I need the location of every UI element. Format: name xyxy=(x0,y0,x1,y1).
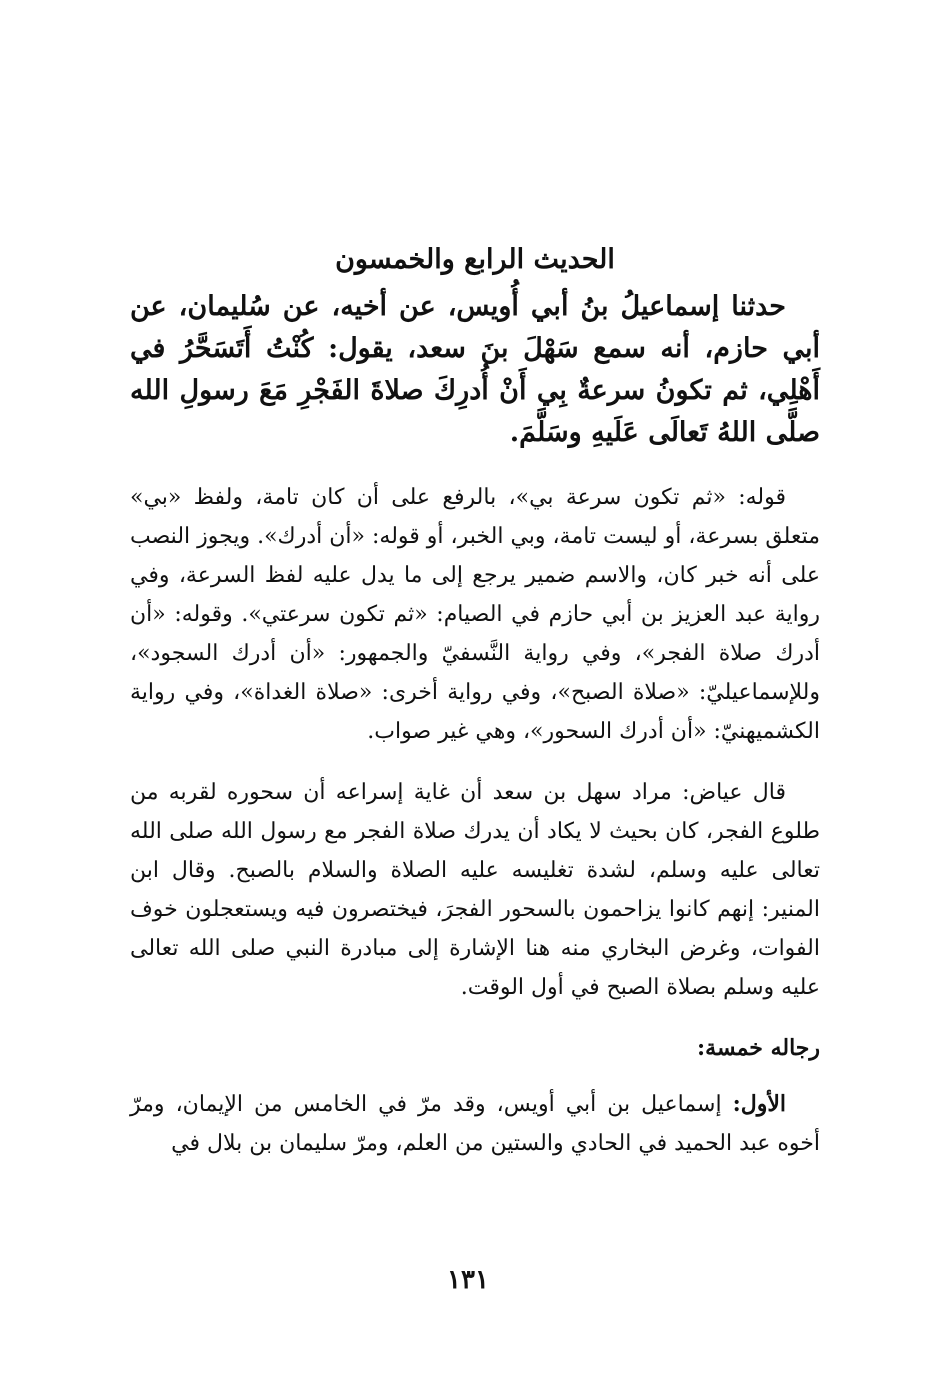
commentary-paragraph-2: قال عياض: مراد سهل بن سعد أن غاية إسراعه أن سحوره لقربه من طلوع الفجر، كان بحيث لا يكاد أن يدرك صلاة الفجر مع رسول الله صلى الله تعالى عليه وسلم، لشدة تغليسه عليه الصلاة والسلام بالصبح. وقال ابن المنير: إنهم كانوا يزاحمون بالسحور الفجرَ، فيختصرون فيه ويستعجلون خوف الفوات، وغرض البخاري منه هنا الإشارة إلى مبادرة النبي صلى الله تعالى عليه وسلم بصلاة الصبح في أول الوقت. xyxy=(130,780,820,1000)
narrators-heading: رجاله خمسة: xyxy=(697,1035,820,1061)
hadith-text: حدثنا إسماعيلُ بنُ أبي أُويس، عن أخيه، عن سُليمان، عن أبي حازم، أنه سمع سَهْلَ بنَ سعد، يقول: كُنْتُ أَتَسَحَّرُ في أَهْلِي، ثم تكونُ سرعةٌ بِي أَنْ أُدرِكَ صلاةَ الفَجْرِ مَعَ رسولِ الله صلَّى اللهُ تَعالَى عَلَيهِ وسَلَّمَ. xyxy=(130,291,820,448)
page-number: ١٣١ xyxy=(447,1265,489,1295)
first-narrator-text: إسماعيل بن أبي أويس، وقد مرّ في الخامس من الإيمان، ومرّ أخوه عبد الحميد في الحادي والستين من العلم، ومرّ سليمان بن بلال في xyxy=(130,1092,820,1156)
first-narrator-paragraph xyxy=(130,1085,820,1163)
page-body xyxy=(130,240,820,1185)
hadith-heading: الحديث الرابع والخمسون xyxy=(335,244,615,275)
commentary-paragraph-1: قوله: «ثم تكون سرعة بي»، بالرفع على أن كان تامة، ولفظ «بي» متعلق بسرعة، أو ليست تامة، وبي الخبر، أو قوله: «أن أدرك». ويجوز النصب على أنه خبر كان، والاسم ضمير يرجع إلى ما يدل عليه لفظ السرعة، وفي رواية عبد العزيز بن أبي حازم في الصيام: «ثم تكون سرعتي». وقوله: «أن أدرك صلاة الفجر»، وفي رواية النَّسفيّ والجمهور: «أن أدرك السجود»، وللإسماعيليّ: «صلاة الصبح»، وفي رواية أخرى: «صلاة الغداة»، وفي رواية الكشميهنيّ: «أن أدرك السحور»، وهي غير صواب. xyxy=(130,485,820,744)
first-narrator-label: الأول: xyxy=(732,1091,786,1117)
